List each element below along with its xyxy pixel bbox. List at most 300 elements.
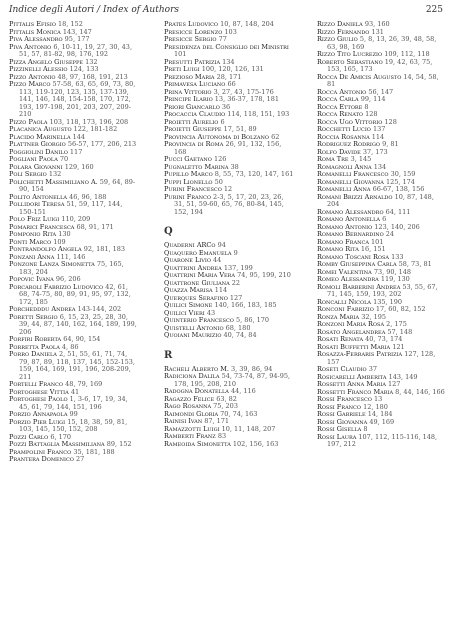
page-references: 135, 190 (373, 297, 403, 306)
author-name: Presicce Lorenzo (164, 27, 223, 36)
page-references: 134 (373, 162, 387, 171)
page-references: 8, 55, 73, 120, 147, 161 (214, 170, 294, 178)
page-references: 83 (217, 432, 227, 440)
author-name: Polito Antonella (9, 192, 68, 201)
page-references: 128 (384, 117, 397, 126)
index-column-1 (9, 21, 139, 464)
author-name: Poggiolini Danilo (9, 147, 68, 156)
author-name: Quaquero Emanuela (164, 248, 232, 257)
author-name: Porcaroli Fabrizio Ludovico (9, 282, 104, 291)
page-references: 57, 148 (387, 327, 413, 336)
author-name: Rocca Antonio (317, 87, 367, 96)
author-name: Ronza Maria (317, 312, 360, 321)
author-name: Ronconi Fabrizio (317, 305, 374, 313)
author-name: Rossi Giovanna (317, 417, 368, 426)
index-entry (317, 194, 447, 209)
author-name: Rossi Gisella (317, 425, 362, 433)
page-references: 3, 39, 86, 94 (231, 364, 273, 373)
page-references: 5, 86, 170 (235, 316, 270, 324)
author-name: Pizza Angelo Giuseppe (9, 57, 84, 66)
page-references: 99, 114 (360, 95, 386, 103)
page-references: 42, 61, 68, 74-75, 80, 89, 91, 95, 97, 132, 172, 185 (19, 282, 131, 306)
index-entry (9, 351, 139, 381)
page-references: 15, 18, 38, 59, 81, 103, 145, 150, 152, 208 (19, 417, 128, 433)
page-references: 4, 86 (61, 342, 79, 351)
page-references: 3, 27, 43, 175-176 (213, 87, 274, 96)
page-references: 102, 156, 163 (232, 439, 279, 448)
author-name: Plattner Giorgio (9, 140, 66, 148)
author-name: Pittalis Monica (9, 27, 61, 36)
author-name: Roberto Sebastiano (317, 57, 383, 66)
author-name: Pugnaletto Marina (164, 162, 229, 171)
page-references: 64, 111 (385, 207, 411, 216)
author-name: Radiciona Dalila (164, 372, 220, 380)
index-entry (9, 456, 139, 464)
page-references: 17, 60, 82, 152 (375, 305, 426, 313)
author-name: Porretta Paola (9, 342, 60, 351)
author-name: Quaderni ARCo (164, 241, 216, 249)
author-name: Prantera Domenico (9, 455, 74, 463)
page-references: 44 (213, 256, 222, 264)
index-entry (9, 44, 139, 59)
index-column-3 (317, 21, 447, 449)
index-entry (9, 284, 139, 307)
page-references: 133 (391, 252, 404, 261)
page-references: 109 (53, 237, 66, 246)
page-references: 127 (388, 380, 401, 388)
author-name: Romeo Alessandra (317, 275, 379, 283)
author-name: Romano Rita (317, 245, 359, 253)
author-name: Provincia di Roma (164, 140, 224, 148)
index-entry (9, 396, 139, 411)
author-name: Rocca De Amicis Augusto (317, 72, 402, 81)
page-references: 94 (217, 241, 226, 249)
author-name: Pozzi Battaglia Massimiliana (9, 440, 105, 448)
page-references: 18, 152 (58, 20, 83, 28)
page-references: 109, 112, 118 (384, 50, 430, 58)
author-name: Romanelli Francesco (317, 170, 389, 178)
author-name: Prezioso Maria (164, 72, 215, 81)
page-references: 128 (365, 110, 378, 118)
author-name: Portelli Franco (9, 380, 64, 388)
page-references: 12, 180 (363, 402, 388, 411)
author-name: Proietti Giuseppe (164, 125, 222, 133)
section-letter: Q (164, 226, 173, 237)
author-name: Ponzani Anna (9, 252, 55, 261)
page-references: 127 (229, 293, 243, 302)
author-name: Porro Daniela (9, 350, 57, 358)
page-references: 140, 166, 183, 185 (214, 301, 277, 309)
author-name: Proietti Aurelio (164, 117, 219, 126)
author-name: Placido Marinella (9, 132, 71, 141)
index-entry (317, 284, 447, 299)
page-references: 95, 177 (64, 35, 90, 43)
author-name: Portoghese Vittia (9, 387, 69, 396)
page-references: 119, 130 (380, 275, 410, 283)
page-references: 107, 112, 115-116, 148, 197, 212 (327, 432, 438, 448)
author-name: Pogliani Paola (9, 155, 58, 163)
page-references: 48, 79, 169 (65, 380, 103, 388)
author-name: Rossi Laura (317, 432, 357, 441)
author-name: Puppi Lionello (164, 177, 213, 186)
author-name: Rizzo Daniela (317, 20, 363, 28)
page-references: 6, 15, 23, 25, 28, 30, 39, 44, 87, 140, 162, 164, 189, 199, 206 (19, 312, 137, 336)
page-references: 134 (222, 57, 235, 66)
page-references: 51, 59, 117, 144, 150-151 (19, 200, 123, 216)
author-name: Rago Rosanna (164, 402, 212, 410)
author-name: Romagnoli Anna (317, 162, 372, 171)
page-references: 48, 97, 168, 191, 213 (57, 72, 128, 81)
author-name: Pizzo Paola (9, 117, 48, 126)
author-name: Polara Giovanni (9, 162, 63, 171)
page-references: 56-57, 177, 206, 213 (67, 140, 137, 148)
page-references: 68, 180 (225, 323, 251, 332)
page-references: 100, 120, 126, 131 (201, 65, 264, 73)
page-references: 75, 165, 183, 204 (19, 260, 124, 276)
page-references: 117 (69, 147, 83, 156)
page-references: 22 (231, 278, 241, 287)
page-references: 127, 128, 157 (327, 350, 436, 366)
page-references: 10, 87, 148, 204 (327, 192, 434, 208)
author-name: Purini Francesco (164, 185, 222, 193)
index-entry (317, 351, 447, 366)
page-references: 6, 170 (50, 432, 71, 441)
page-references: 96, 206 (55, 275, 81, 283)
page-references: 131 (371, 27, 384, 36)
page-references: 1, 3-6, 17, 19, 34, 45, 61, 79, 144, 151, 196 (19, 395, 128, 411)
index-entry (317, 434, 447, 449)
author-name: Roseti Claudio (317, 365, 367, 373)
author-name: Romani Brizzi Arnaldo (317, 192, 393, 201)
author-name: Piva Alessandro (9, 35, 63, 43)
index-column-2 (164, 21, 294, 448)
author-name: Romano Antonella (317, 215, 381, 223)
author-name: Ponti Marco (9, 237, 52, 246)
page-references: 16, 151 (360, 245, 386, 253)
page-references: 2, 51, 55, 61, 71, 74, 79, 87, 89, 118, 137, 145, 152-153, 159, 164, 169, 191, 196, 208-209, 211 (19, 350, 135, 381)
author-name: Rosati Renata (317, 335, 364, 343)
page-references: 46, 96, 188 (69, 192, 107, 201)
author-name: Romoli Barberini Andrea (317, 282, 401, 291)
index-entry (9, 81, 139, 119)
author-name: Rainisi Ivan (164, 417, 203, 425)
author-name: Romano Bernardino (317, 230, 384, 238)
page-references: 137 (372, 125, 386, 133)
page-references: 114 (214, 286, 228, 294)
page-references: 36 (221, 102, 231, 111)
page-references: 56, 147 (368, 87, 394, 96)
author-name: Roma Tre (317, 155, 349, 163)
index-entry (317, 36, 447, 51)
index-entry (164, 332, 294, 340)
author-name: Racheli Alberto M. (164, 364, 229, 373)
page-references: 75, 203 (213, 402, 238, 410)
page-references: 8 (364, 102, 369, 111)
page-references: 10, 11, 148, 207 (221, 424, 276, 433)
page-references: 103, 118, 173, 196, 208 (49, 117, 129, 126)
author-name: Pomarici Francesca (9, 222, 75, 231)
page-references: 49, 169 (369, 417, 395, 426)
section-letter: R (164, 349, 173, 361)
page-references: 14, 54, 58, 81 (327, 72, 439, 88)
page-references: 66-67, 138, 156 (372, 185, 425, 193)
author-name: Rosati Buffetti Maria (317, 342, 391, 351)
author-name: Quattrone Giuliana (164, 278, 230, 287)
author-name: Ramazzotti Luigi (164, 424, 220, 433)
author-name: Pizzo Marco (9, 80, 51, 88)
page-references: 77 (218, 35, 227, 43)
page-references: 87, 171 (204, 417, 230, 425)
author-name: Pupillo Marco (164, 170, 213, 178)
page-references: 53, 55, 67, 71, 145, 159, 193, 202 (327, 282, 438, 298)
author-name: Rossi Franco (317, 402, 361, 411)
author-name: Popovic Ivana (9, 275, 54, 283)
page-references: 110, 209 (61, 215, 91, 223)
author-name: Rocca Ugo Vittorio (317, 117, 383, 126)
page-references: 10, 87, 148, 204 (220, 20, 274, 28)
page-references: 59, 64, 89-90, 154 (19, 177, 136, 193)
author-name: Rossi Francesco (317, 395, 372, 403)
author-name: Rameoida Simonetta (164, 439, 231, 448)
page-references: 30, 159 (390, 170, 416, 178)
author-name: Quilici Simone (164, 301, 213, 309)
page-references: 40, 74, 84 (223, 331, 257, 339)
author-name: Placanica Augusto (9, 125, 72, 133)
page-references: 123, 140, 206 (374, 222, 420, 231)
page-references: 6 (220, 117, 225, 126)
author-name: Romano Antonio (317, 222, 373, 231)
index-entry (164, 44, 294, 59)
page-references: 111, 146 (56, 252, 86, 261)
author-name: Prampolini Franco (9, 447, 72, 456)
author-name: Rocca Ettore (317, 102, 363, 111)
page-references: 143, 147 (62, 27, 92, 36)
author-name: Romano Toscani Rosa (317, 252, 390, 261)
page-references: 13, 36-37, 178, 181 (214, 95, 280, 103)
page-references: 143, 149 (388, 372, 418, 381)
index-entry (9, 261, 139, 276)
page-references: 101 (174, 50, 187, 58)
page-references: 122, 181-182 (73, 125, 118, 133)
author-name: Polichetti Massimiliano A. (9, 177, 98, 186)
page-references: 13 (373, 395, 383, 403)
author-name: Rossetti Anna Maria (317, 380, 386, 388)
page-references: 58, 73, 81 (398, 260, 432, 268)
page-references: 2, 175 (386, 320, 407, 328)
author-name: Romano Alessandro (317, 207, 384, 216)
author-name: Rosato Angelandrea (317, 327, 386, 336)
page-references: 70, 74, 163 (220, 409, 258, 418)
author-name: Raimondi Gloria (164, 409, 219, 418)
index-entry (164, 441, 294, 449)
author-name: Quattrini Andrea (164, 263, 222, 272)
author-name: Romanelli Anna (317, 185, 371, 193)
author-name: Rizzo Fernando (317, 27, 370, 36)
author-name: Quilici Vieri (164, 308, 205, 317)
page-references: 143-144, 202 (77, 305, 122, 313)
page-references: 70 (59, 155, 69, 163)
page-references: 63, 82 (216, 394, 237, 403)
author-name: Radogna Donatella (164, 387, 229, 395)
author-name: Pizzo Antonio (9, 72, 56, 81)
index-entry (9, 179, 139, 194)
page-references: 57-58, 63, 65, 69, 73, 80, 113, 119-120, 123, 135, 137-139, 141, 146, 148, 154-158, 170, 172, 193, 197-198, 201, 203, 207, 209-210 (19, 80, 136, 118)
author-name: Porfiri Roberta (9, 335, 62, 343)
page-references: 132 (85, 57, 98, 66)
author-name: Roncalli Nicola (317, 297, 372, 306)
page-references: 8 (363, 425, 368, 433)
index-entry (164, 141, 294, 156)
author-name: Priori Giancarlo (164, 102, 220, 111)
author-name: Quazza Marisa (164, 286, 213, 294)
page-references: 74, 95, 199, 210 (237, 271, 291, 279)
author-name: Ronzoni Maria Rosa (317, 320, 385, 328)
author-name: Romano Franca (317, 237, 369, 246)
page-references: 35, 181, 188 (73, 447, 115, 456)
page-references: 41 (70, 387, 80, 396)
page-references: 2-3, 5, 17, 20, 23, 26, 31, 51, 59-60, 65, 76, 80-84, 145, 152, 194 (174, 192, 284, 216)
page-references: 32, 195 (361, 312, 387, 321)
index-entry (9, 314, 139, 337)
author-name: Romanelli Giovanna (317, 177, 384, 186)
page-references: 44, 116 (231, 387, 256, 395)
page-references: 19, 42, 63, 75, 153, 165, 173 (327, 57, 433, 73)
page-references: 9 (233, 248, 238, 257)
author-name: Rocca Renato (317, 110, 364, 118)
page-references: 9, 81 (382, 140, 399, 148)
page-references: 14, 184 (367, 410, 393, 418)
author-name: Piva Antonio (9, 42, 52, 51)
page-references: 124, 133 (69, 65, 99, 73)
page-references: 43 (206, 308, 216, 317)
author-name: Ragazzo Felice (164, 394, 215, 403)
author-name: Provincia Autonoma di Bolzano (164, 132, 270, 141)
page-references: 24 (385, 230, 395, 238)
page-references: 5, 8, 13, 26, 39, 48, 58, 63, 98, 169 (327, 35, 437, 51)
page-references: 54, 73-74, 87, 94-95, 178, 195, 208, 210 (174, 372, 291, 388)
author-name: Roccia Rosanna (317, 132, 370, 141)
index-entry (164, 194, 294, 217)
page-references: 93, 160 (364, 20, 390, 28)
author-name: Porzio Pier Luigi (9, 417, 66, 426)
index-entry (164, 373, 294, 388)
author-name: Pizzinelli Alessio (9, 65, 68, 73)
page-references: 89, 152 (106, 440, 132, 448)
author-name: Rizzo Giulio (317, 35, 358, 43)
author-name: Portoghesi Paolo (9, 395, 68, 403)
author-name: Procaccia Claudio (164, 110, 226, 118)
page-references: 121 (392, 342, 405, 351)
author-name: Quarone Livio (164, 256, 211, 264)
author-name: Ponzone Lanza Simonetta (9, 260, 95, 268)
page-references: 37, 173 (362, 147, 388, 156)
author-name: Prina Vittorio (164, 87, 212, 96)
page-references: 50 (214, 177, 223, 186)
author-name: Rizzo Tito Lucrezio (317, 50, 383, 58)
author-name: Porchedddu Andrea (9, 305, 76, 313)
author-name: Presutti Patrizia (164, 57, 221, 66)
author-name: Purini Franco (164, 192, 211, 201)
author-name: Porzio Annapaola (9, 410, 68, 418)
author-name: Quoiani Maurizio (164, 331, 222, 339)
author-name: Rodriguez Rodrigo (317, 140, 380, 148)
author-name: Pontrandolfo Angela (9, 245, 82, 253)
page-references: 125, 174 (385, 177, 415, 186)
page-references: 28, 171 (216, 72, 242, 81)
author-name: Poli Sergio (9, 170, 47, 178)
page-references: 137, 199 (223, 263, 253, 272)
page-references: 114 (371, 132, 385, 141)
page-references: 129, 160 (64, 162, 94, 171)
author-name: Romei Valentina (317, 267, 372, 276)
author-name: Romby Giuseppina Carla (317, 260, 397, 268)
page-references: 64, 90, 154 (63, 335, 101, 343)
author-name: Preti Luigi (164, 65, 200, 73)
page-references: 27 (75, 455, 85, 463)
page-references: 12 (223, 185, 233, 193)
running-header (9, 5, 443, 19)
page-references: 26, 91, 132, 156, 168 (174, 140, 282, 156)
page-references: 3, 145 (350, 155, 372, 163)
index-entry (317, 74, 447, 89)
author-name: Quinterio Francesco (164, 316, 234, 324)
page-references: 17, 51, 89 (223, 125, 257, 133)
author-name: Rosicarelli Amberita (317, 372, 387, 381)
page-references: 40, 73, 174 (365, 335, 403, 343)
index-entry (317, 59, 447, 74)
page-references: 37 (368, 365, 378, 373)
author-name: Presidenza del Consiglio dei Ministri (164, 42, 289, 51)
author-name: Rossi Gabriele (317, 410, 366, 418)
index-entry (9, 201, 139, 216)
author-name: Rosazza-Ferraris Patrizia (317, 350, 403, 358)
page-references: 99 (69, 410, 78, 418)
author-name: Pozzi Carlo (9, 432, 49, 441)
page-references: 73, 90, 148 (373, 267, 412, 276)
author-name: Primavesa Luciano (164, 80, 226, 88)
running-title: Indice degli Autori / Index of Authors (9, 5, 179, 15)
author-name: Rocca Carla (317, 95, 359, 103)
author-name: Presicce Sergio (164, 35, 217, 43)
author-name: Querques Serafino (164, 293, 228, 302)
author-name: Principe Ilario (164, 95, 213, 103)
author-name: Polo Friz Luigi (9, 215, 60, 223)
author-name: Ramberti Franz (164, 432, 216, 440)
page-references: 103 (224, 27, 237, 36)
author-name: Prates Ludovico (164, 20, 219, 28)
author-name: Quattrini Maria Vera (164, 271, 236, 279)
page-references: 38 (230, 162, 239, 171)
page-references: 68, 91, 171 (76, 222, 114, 231)
page-number: 225 (425, 5, 443, 15)
author-name: Pollidori Teresa (9, 200, 65, 208)
page-references: 62 (271, 132, 280, 141)
page-references: 66 (227, 80, 236, 88)
author-name: Rocchetti Lucio (317, 125, 371, 133)
page-references: 6, 10-11, 19, 27, 30, 43, 51, 57, 81-82, 98, 176, 192 (19, 42, 133, 58)
index-entry (9, 419, 139, 434)
author-name: Rossetti Franco Maria (317, 387, 394, 396)
page-references: 114, 118, 151, 193 (227, 110, 290, 118)
author-name: Pucci Gaetano (164, 155, 212, 163)
author-name: Quistelli Antonio (164, 323, 224, 332)
page-references: 8, 44, 146, 166 (395, 387, 445, 396)
author-name: Poretti Sergio (9, 312, 58, 321)
page-references: 144 (72, 132, 86, 141)
page-references: 101 (371, 237, 384, 246)
page-references: 130 (58, 230, 71, 238)
author-name: Rolfo Davide (317, 147, 361, 156)
